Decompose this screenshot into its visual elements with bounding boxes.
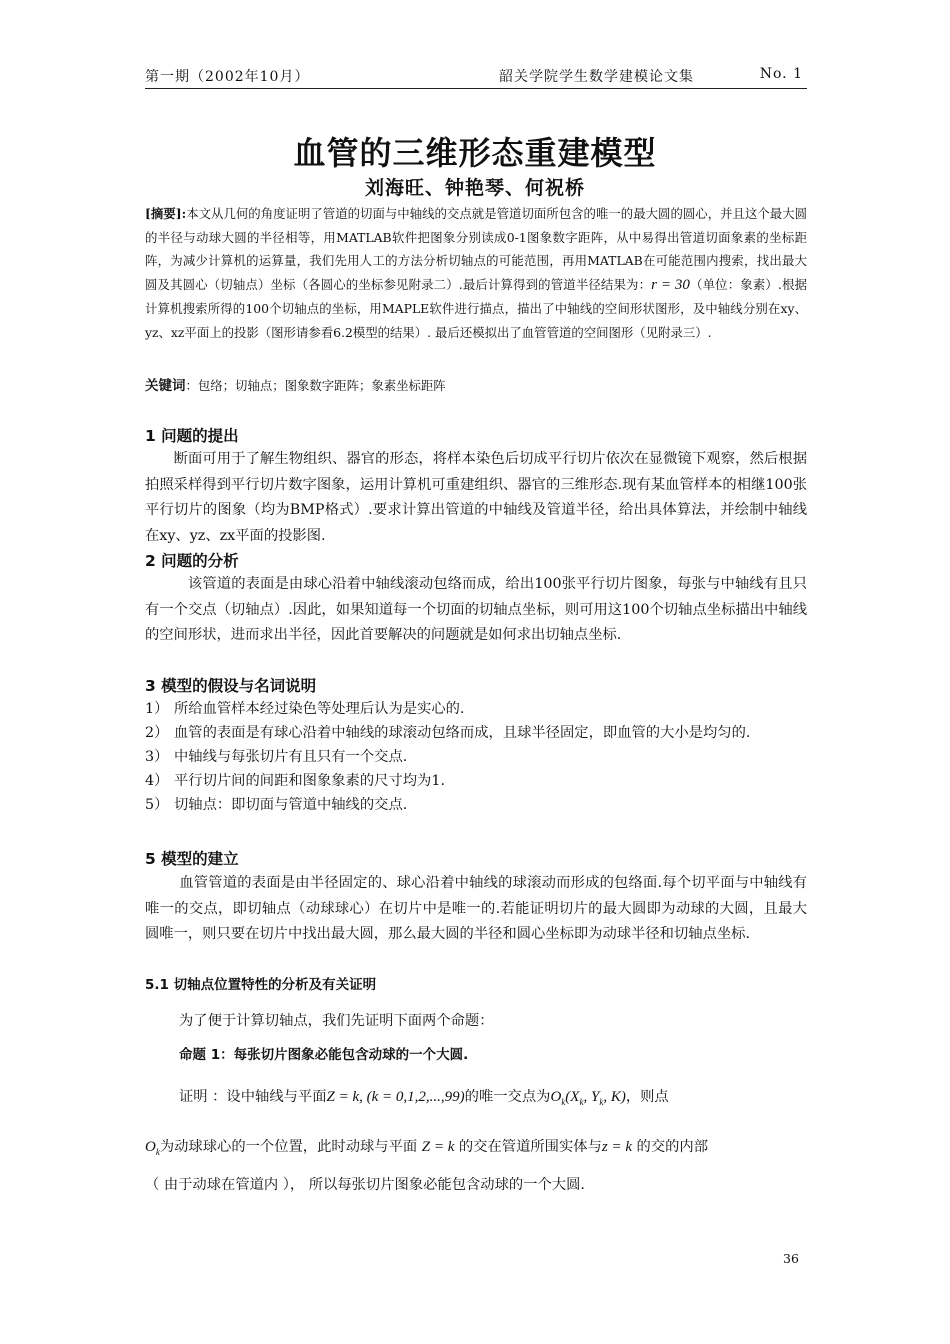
section-1-body: 断面可用于了解生物组织、器官的形态，将样本染色后切成平行切片依次在显微镜下观察，然后根据拍照采样得到平行切片数字图象，运用计算机可重建组织、器官的三维形态.现有某血管样本的相继100张平行切片的图象（均为BMP格式）.要求计算出管道的中轴线及管道半径，给出具体算法，并绘制中轴线在xy、yz、zx平面的投影图. xyxy=(145,451,808,544)
proposition-1-text: 命题 1：每张切片图象必能包含动球的一个大圆. xyxy=(179,1047,469,1063)
proof-math-5: , K) xyxy=(603,1089,626,1105)
proof-line-2-a: 为动球球心的一个位置，此时动球与平面 xyxy=(159,1139,418,1155)
list-number: 1） xyxy=(145,701,169,717)
list-number: 4） xyxy=(145,773,169,789)
proof-math-2-sub: k xyxy=(561,1096,566,1107)
keywords-text: 包络；切轴点；图象数字距阵；象素坐标距阵 xyxy=(197,378,446,393)
proof-line-2-b: 的交在管道所围实体与 xyxy=(458,1139,602,1155)
list-text: 切轴点：即切面与管道中轴线的交点. xyxy=(174,797,408,813)
paper-title: 血管的三维形态重建模型 xyxy=(293,134,657,172)
subsection-5-1-title: 5.1 切轴点位置特性的分析及有关证明 xyxy=(145,977,377,993)
proof-line-2-math-1: Z = k xyxy=(421,1139,455,1155)
section-2-title: 2 问题的分析 xyxy=(145,552,239,570)
proof-math-2: O xyxy=(550,1089,562,1105)
list-number: 2） xyxy=(145,725,169,741)
abstract-label: [摘要]: xyxy=(145,206,187,221)
page-number: 36 xyxy=(783,1251,799,1266)
proof-math-4-sub: k xyxy=(599,1096,604,1107)
subsection-intro: 为了便于计算切轴点，我们先证明下面两个命题： xyxy=(179,1013,494,1029)
header-journal: 韶关学院学生数学建模论文集 xyxy=(499,69,694,85)
list-item xyxy=(145,721,807,745)
proof-end: ，则点 xyxy=(625,1089,669,1105)
proof-mid: 的唯一交点为 xyxy=(464,1089,551,1105)
list-text: 平行切片间的间距和图象象素的尺寸均为1. xyxy=(174,773,445,789)
paper-authors: 刘海旺、钟艳琴、何祝桥 xyxy=(364,177,585,199)
list-item xyxy=(145,745,807,769)
list-item xyxy=(145,793,807,817)
proof-line-2-c: 的交的内部 xyxy=(636,1139,709,1155)
abstract-math: r = 30 xyxy=(651,276,690,293)
proof-math-4: , Y xyxy=(583,1089,600,1105)
proof-line-2-math-2: z = k xyxy=(601,1139,632,1155)
proof-math-o: O xyxy=(145,1139,156,1155)
list-number: 5） xyxy=(145,797,169,813)
proof-math-3-sub: k xyxy=(579,1096,584,1107)
section-1-title: 1 问题的提出 xyxy=(145,427,239,445)
list-text: 所给血管样本经过染色等处理后认为是实心的. xyxy=(174,701,465,717)
proof-math-1: Z = k, (k = 0,1,2,...,99) xyxy=(326,1089,465,1105)
list-item xyxy=(145,697,807,721)
keywords-sep: ： xyxy=(185,378,198,393)
section-5-title: 5 模型的建立 xyxy=(145,850,239,868)
assumption-list xyxy=(145,697,807,817)
proof-line-3: （ 由于动球在管道内 ）， 所以每张切片图象必能包含动球的一个大圆. xyxy=(145,1177,585,1193)
list-text: 血管的表面是有球心沿着中轴线的球滚动包络而成，且球半径固定，即血管的大小是均匀的. xyxy=(174,725,751,741)
header-number: No. 1 xyxy=(759,66,803,82)
section-3-title: 3 模型的假设与名词说明 xyxy=(145,677,317,695)
abstract xyxy=(145,202,807,344)
abstract-text-2: （单位：象素）.根据计算机搜索所得的100个切轴点的坐标，用MAPLE软件进行描点，描出了中轴线的空间形状图形，及中轴线分别在xy、yz、xz平面上的投影（图形请参看6.2模型的结果）. 最后还模拟出了血管管道的空间图形（见附录三）. xyxy=(145,276,807,340)
header-issue: 第一期（2002年10月） xyxy=(145,69,310,85)
list-item xyxy=(145,769,807,793)
proof-line-1 xyxy=(179,1086,669,1107)
list-text: 中轴线与每张切片有且只有一个交点. xyxy=(174,749,408,765)
keywords xyxy=(145,376,807,396)
proof-line-2 xyxy=(145,1136,708,1157)
proof-math-o-sub: k xyxy=(155,1146,160,1157)
running-header xyxy=(145,66,807,89)
proof-math-3: (X xyxy=(565,1089,580,1105)
abstract-text-1: 本文从几何的角度证明了管道的切面与中轴线的交点就是管道切面所包含的唯一的最大圆的圆心，并且这个最大圆的半径与动球大圆的半径相等，用MATLAB软件把图象分别读成0-1图象数字距阵，从中易得出管道切面象素的坐标距阵，为减少计算机的运算量，我们先用人工的方法分析切轴点的可能范围，再用MATLAB在可能范围内搜索，找出最大圆及其圆心（切轴点）坐标（各圆心的坐标参见附录二）.最后计算得到的管道半径结果为： xyxy=(145,206,807,292)
section-5-body: 血管管道的表面是由半径固定的、球心沿着中轴线的球滚动而形成的包络面.每个切平面与中轴线有唯一的交点，即切轴点（动球球心）在切片中是唯一的.若能证明切片的最大圆即为动球的大圆，且最大圆唯一，则只要在切片中找出最大圆，那么最大圆的半径和圆心坐标即为动球半径和切轴点坐标. xyxy=(145,875,807,942)
section-2-body: 该管道的表面是由球心沿着中轴线滚动包络而成，给出100张平行切片图象，每张与中轴线有且只有一个交点（切轴点）.因此，如果知道每一个切面的切轴点坐标，则可用这100个切轴点坐标描出中轴线的空间形状，进而求出半径，因此首要解决的问题就是如何求出切轴点坐标. xyxy=(145,576,807,643)
list-number: 3） xyxy=(145,749,169,765)
proof-label: 证明 ：设中轴线与平面 xyxy=(179,1089,327,1105)
proposition-1 xyxy=(179,1043,468,1063)
keywords-label: 关键词 xyxy=(145,378,186,394)
